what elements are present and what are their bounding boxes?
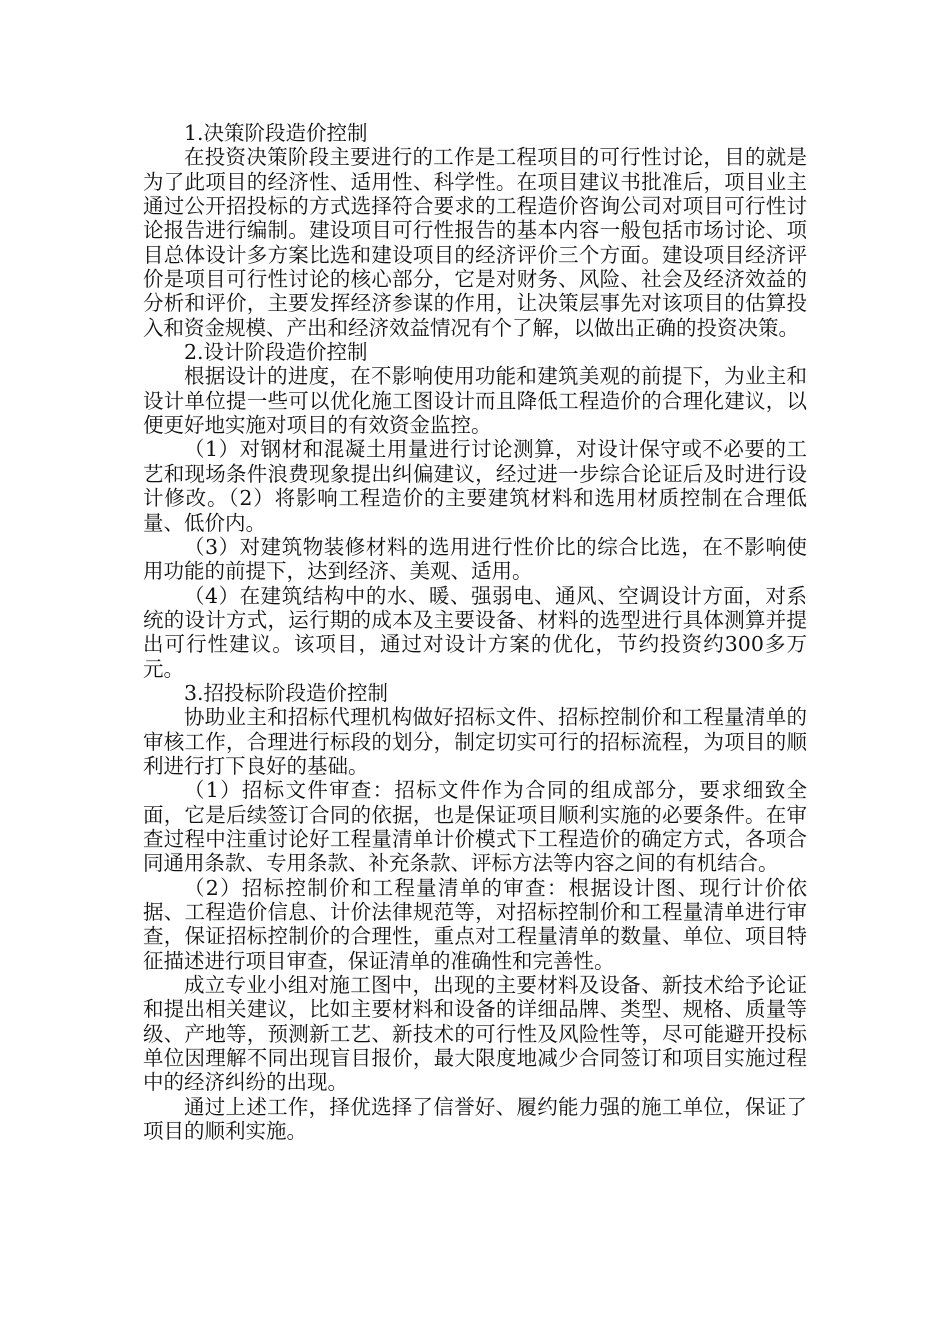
heading-decision-stage: 1.决策阶段造价控制 <box>184 121 368 145</box>
paragraph-bidding-intro: 协助业主和招标代理机构做好招标文件、招标控制价和工程量清单的审核工作，合理进行标段的划分，制定切实可行的招标流程，为项目的顺利进行打下良好的基础。 <box>143 705 807 778</box>
paragraph-conclusion: 通过上述工作，择优选择了信誉好、履约能力强的施工单位，保证了项目的顺利实施。 <box>143 1094 807 1144</box>
heading-bidding-stage: 3.招投标阶段造价控制 <box>184 680 389 705</box>
paragraph-expert-team: 成立专业小组对施工图中，出现的主要材料及设备、新技术给予论证和提出相关建议，比如主要材料和设备的详细品牌、类型、规格、质量等级、产地等，预测新工艺、新技术的可行性及风险性等，尽可能避开投标单位因理解不同出现盲目报价，最大限度地减少合同签订和项目实施过程中的经济纠纷的出现。 <box>143 973 807 1095</box>
paragraph-design-intro: 根据设计的进度，在不影响使用功能和建筑美观的前提下，为业主和设计单位提一些可以优化施工图设计而且降低工程造价的合理化建议，以便更好地实施对项目的有效资金监控。 <box>143 364 807 438</box>
paragraph-design-item-4: （4）在建筑结构中的水、暖、强弱电、通风、空调设计方面，对系统的设计方式，运行期的成本及主要设备、材料的选型进行具体测算并提出可行性建议。该项目，通过对设计方案的优化，节约投资约300多万元。 <box>143 583 807 681</box>
paragraph-bidding-item-1: （1）招标文件审查：招标文件作为合同的组成部分，要求细致全面，它是后续签订合同的依据，也是保证项目顺利实施的必要条件。在审查过程中注重讨论好工程量清单计价模式下工程造价的确定方式，各项合同通用条款、专用条款、补充条款、评标方法等内容之间的有机结合。 <box>143 778 807 876</box>
paragraph-design-item-1-2: （1）对钢材和混凝土用量进行讨论测算，对设计保守或不必要的工艺和现场条件浪费现象提出纠偏建议，经过进一步综合论证后及时进行设计修改。（2）将影响工程造价的主要建筑材料和选用材质控制在合理低量、低价内。 <box>143 437 807 535</box>
paragraph-decision-stage: 在投资决策阶段主要进行的工作是工程项目的可行性讨论，目的就是为了此项目的经济性、适用性、科学性。在项目建议书批准后，项目业主通过公开招投标的方式选择符合要求的工程造价咨询公司对项目可行性讨论报告进行编制。建设项目可行性报告的基本内容一般包括市场讨论、项目总体设计多方案比选和建设项目的经济评价三个方面。建设项目经济评价是项目可行性讨论的核心部分，它是对财务、风险、社会及经济效益的分析和评价，主要发挥经济参谋的作用，让决策层事先对该项目的估算投入和资金规模、产出和经济效益情况有个了解，以做出正确的投资决策。 <box>143 145 807 340</box>
paragraph-design-item-3: （3）对建筑物装修材料的选用进行性价比的综合比选，在不影响使用功能的前提下，达到经济、美观、适用。 <box>143 534 807 584</box>
heading-design-stage: 2.设计阶段造价控制 <box>184 340 368 365</box>
paragraph-bidding-item-2: （2）招标控制价和工程量清单的审查：根据设计图、现行计价依据、工程造价信息、计价法律规范等，对招标控制价和工程量清单进行审查，保证招标控制价的合理性，重点对工程量清单的数量、单位、项目特征描述进行项目审查，保证清单的准确性和完善性。 <box>143 875 807 973</box>
document-body <box>143 121 807 1143</box>
